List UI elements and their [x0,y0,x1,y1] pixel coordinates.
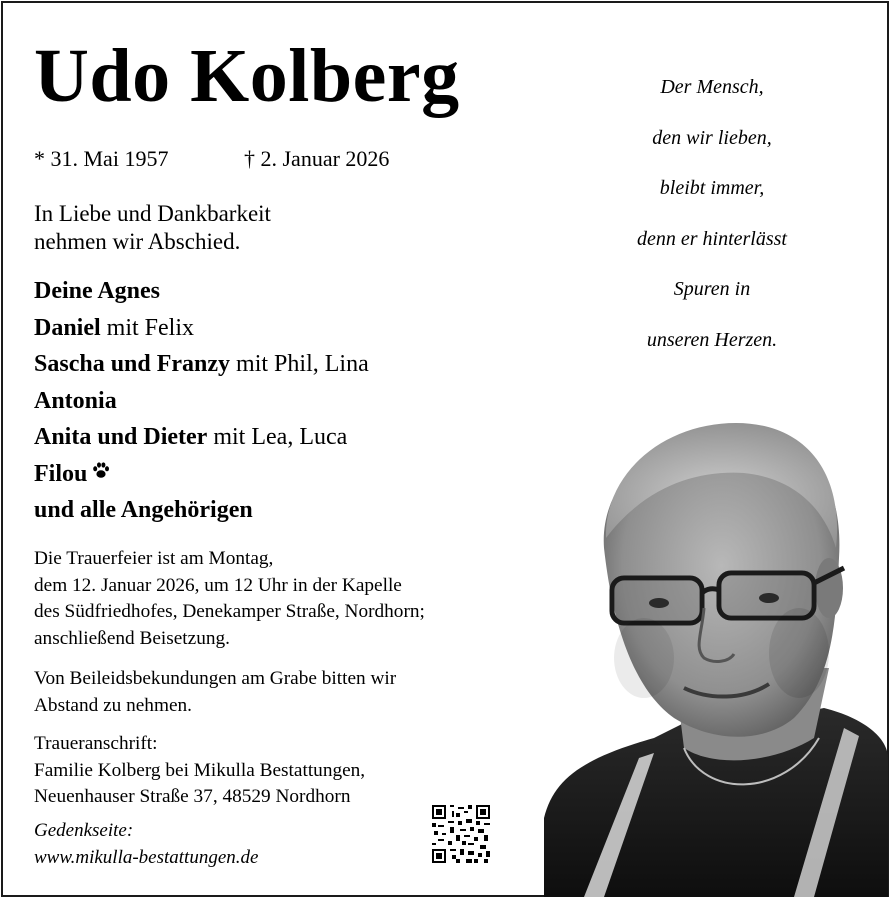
mourner-extra: mit Lea, Luca [207,424,348,450]
ceremony-info [34,546,425,652]
mourner-name: und alle Angehörigen [34,497,253,523]
memorial-page [34,817,258,871]
mourner-name: Antonia [34,387,117,414]
mourner-row [34,310,369,347]
mourner-name: Anita und Dieter [34,424,208,450]
mourners-list [34,273,369,529]
ceremony-line: dem 12. Januar 2026, um 12 Uhr in der Kapelle [34,574,402,596]
poem-line: den wir lieben, [652,126,772,149]
memorial-poem [590,62,834,365]
mourner-name: Deine Agnes [34,278,160,304]
mourning-address [34,731,365,811]
address-line: Neuenhauser Straße 37, 48529 Nordhorn [34,786,351,807]
poem-line: Der Mensch, [660,76,764,98]
mourner-extra: mit Phil, Lina [230,351,369,377]
mourner-row [34,492,369,529]
poem-line: denn er hinterlässt [637,227,787,250]
qr-code[interactable] [432,805,490,863]
farewell-intro [34,200,271,256]
address-line: Traueranschrift: [34,733,158,754]
poem-line: bleibt immer, [659,177,765,199]
ceremony-line: des Südfriedhofes, Denekamper Straße, Nordhorn; [34,601,425,622]
mourner-name: Sascha und Franzy [34,351,231,377]
mourner-row [34,346,369,383]
ceremony-line: Die Trauerfeier ist am Montag, [34,548,274,569]
poem-line: unseren Herzen. [646,328,778,351]
mourner-row [34,383,369,420]
poem-line: Spuren in [673,278,751,300]
birth-date: * 31. Mai 1957 [34,146,169,171]
portrait-photo [544,418,888,897]
mourner-name: Daniel [34,314,101,341]
condolence-line: Von Beileidsbekundungen am Grabe bitten wir [34,668,397,689]
mourner-row [34,456,369,493]
condolence-note [34,666,396,719]
intro-line: nehmen wir Abschied. [34,229,241,254]
death-date: † 2. Januar 2026 [244,146,390,171]
condolence-line: Abstand zu nehmen. [34,694,192,716]
mourner-row [34,419,369,456]
mourner-extra: mit Felix [100,314,195,341]
mourner-name: Filou [34,460,88,487]
paw-icon [91,460,111,480]
intro-line: In Liebe und Dankbarkeit [34,201,271,226]
mourner-row [34,273,369,310]
memorial-link[interactable]: www.mikulla-bestattungen.de [34,847,259,868]
memorial-label: Gedenkseite: [34,820,134,841]
deceased-name: Udo Kolberg [34,34,460,118]
address-line: Familie Kolberg bei Mikulla Bestattungen, [34,759,366,781]
ceremony-line: anschließend Beisetzung. [34,627,230,649]
